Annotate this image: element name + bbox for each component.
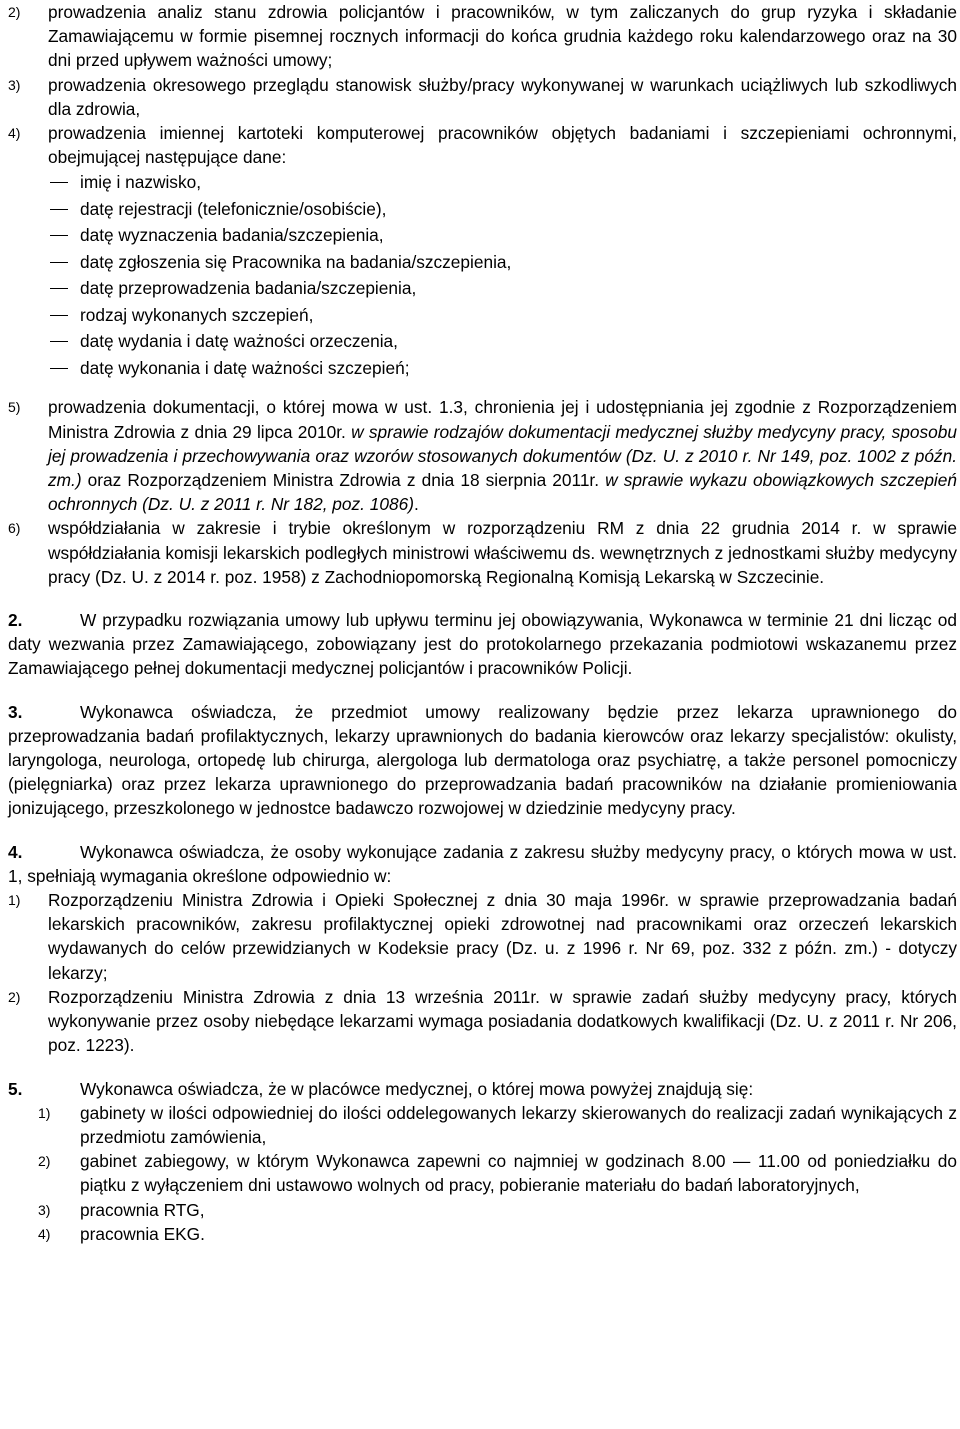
section-number: 4. [8, 841, 23, 862]
item-text: Rozporządzeniu Ministra Zdrowia z dnia 13 września 2011r. w sprawie zadań służby medycyny pracy, których wykonywanie przez osoby niebędące lekarzami wymaga posiadania dodatkowych kwalifikacji (Dz. U. z 2011 r. Nr 206, poz. 1223). [48, 986, 957, 1056]
dash-item: datę rejestracji (telefonicznie/osobiście), [8, 196, 957, 223]
item-text: pracownia RTG, [80, 1199, 205, 1220]
dash-item: imię i nazwisko, [8, 169, 957, 196]
section-2 [8, 608, 957, 681]
list-item [8, 1149, 957, 1197]
dash-item: datę wydania i datę ważności orzeczenia, [8, 328, 957, 355]
regulation-title: w sprawie rodzajów dokumentacji medycznej służby medycyny pracy, sposobu jej prowadzenia i przechowywania oraz wzorów stosowanych dokumentów (Dz. U. z 2010 r. Nr 149, poz. 1002 z późn. zm.) [48, 421, 957, 491]
data-fields-list [8, 169, 957, 381]
list-item [8, 888, 957, 985]
item-number: 5) [8, 399, 21, 416]
item-text: Rozporządzeniu Ministra Zdrowia i Opieki Społecznej z dnia 30 maja 1996r. w sprawie przeprowadzania badań lekarskich pracowników, zakresu profilaktycznej opieki zdrowotnej nad pracownikami oraz orzeczeń lekarskich wydawanych do celów przewidzianych w Kodeksie pracy (Dz. u. z 1996 r. Nr 69, poz. 332 z późn. zm.) - dotyczy lekarzy; [48, 890, 957, 983]
dash-item: rodzaj wykonanych szczepień, [8, 302, 957, 329]
regulation-title: w sprawie wykazu obowiązkowych szczepień ochronnych (Dz. U. z 2011 r. Nr 182, poz. 1086) [48, 470, 957, 515]
list-item [8, 1198, 957, 1222]
item-number: 3) [8, 76, 21, 93]
item-text: współdziałania w zakresie i trybie określonym w rozporządzeniu RM z dnia 22 grudnia 2014 r. w sprawie współdziałania komisji lekarskich podległych ministrowi właściwemu ds. wewnętrznych z jednostkami służby medycyny pracy (Dz. U. z 2014 r. poz. 1958) z Zachodniopomorską Regionalną Komisją Lekarską w Szczecinie. [48, 518, 957, 587]
item-number: 2) [38, 1153, 51, 1170]
section-3 [8, 700, 957, 821]
item-text: gabinety w ilości odpowiedniej do ilości oddelegowanych lekarzy skierowanych do realizacji zadań wynikających z przedmiotu zamówienia, [80, 1102, 957, 1147]
list-item [8, 516, 957, 589]
list-item [8, 1101, 957, 1149]
item-text: pracownia EKG. [80, 1223, 205, 1244]
list-item [8, 395, 957, 516]
item-text: prowadzenia analiz stanu zdrowia policjantów i pracowników, w tym zaliczanych do grup ryzyka i składanie Zamawiającemu w formie pisemnej rocznych informacji do końca grudnia każdego roku kalendarzowego oraz na 30 dni przed upływem ważności umowy; [48, 2, 957, 71]
list-item [8, 985, 957, 1058]
section-4 [8, 840, 957, 888]
section-number: 2. [8, 610, 23, 631]
section-number: 5. [8, 1078, 23, 1099]
item-text: . [413, 494, 419, 515]
item-number: 1) [8, 892, 21, 909]
item-number: 1) [38, 1104, 51, 1121]
section-text: Wykonawca oświadcza, że osoby wykonujące zadania z zakresu służby medycyny pracy, o których mowa w ust. 1, spełniają wymagania określone odpowiednio w: [8, 841, 957, 886]
item-number: 6) [8, 520, 21, 537]
dash-item: datę zgłoszenia się Pracownika na badania/szczepienia, [8, 249, 957, 276]
item-text: gabinet zabiegowy, w którym Wykonawca zapewni co najmniej w godzinach 8.00 — 11.00 od poniedziałku do piątku z wyłączeniem dni ustawowo wolnych od pracy, pobieranie materiału do badań laboratoryjnych, [80, 1151, 957, 1196]
item-number: 2) [8, 988, 21, 1005]
section-5 [8, 1077, 957, 1101]
item-number: 2) [8, 4, 21, 20]
list-item [8, 1222, 957, 1246]
list-item [8, 0, 957, 73]
dash-item: datę wyznaczenia badania/szczepienia, [8, 222, 957, 249]
item-text: prowadzenia dokumentacji, o której mowa w ust. 1.3, chronienia jej i udostępniania jej zgodnie z Rozporządzeniem Ministra Zdrowia z dnia 29 lipca 2010r. [48, 397, 957, 442]
list-item [8, 121, 957, 169]
dash-item: datę przeprowadzenia badania/szczepienia, [8, 275, 957, 302]
item-number: 4) [8, 125, 21, 142]
dash-item: datę wykonania i datę ważności szczepień; [8, 355, 957, 382]
section-text: Wykonawca oświadcza, że w placówce medycznej, o której mowa powyżej znajdują się: [80, 1078, 754, 1099]
section-number: 3. [8, 701, 23, 722]
list-item [8, 73, 957, 121]
item-number: 3) [38, 1201, 51, 1218]
section-text: W przypadku rozwiązania umowy lub upływu terminu jej obowiązywania, Wykonawca w terminie 21 dni licząc od daty wezwania przez Zamawiającego, zobowiązany jest do protokolarnego przekazania podmiotowi wskazanemu przez Zamawiającego pełnej dokumentacji medycznej policjantów i pracowników Policji. [8, 610, 957, 679]
section-text: Wykonawca oświadcza, że przedmiot umowy realizowany będzie przez lekarza uprawnionego do przeprowadzania badań profilaktycznych, lekarzy uprawnionych do badania kierowców oraz lekarzy specjalistów: okulisty, laryngologa, neurologa, ortopedę lub chirurga, alergologa lub dermatologa oraz psychiatrę, a także personel pomocniczy (pielęgniarka) oraz przez lekarza uprawnionego do przeprowadzania badań pracowników na działanie promieniowania jonizującego, przeszkolonego w jednostce badawczo rozwojowej w dziedzinie medycyny pracy. [8, 701, 957, 819]
item-text: prowadzenia okresowego przeglądu stanowisk służby/pracy wykonywanej w warunkach uciążliwych lub szkodliwych dla zdrowia, [48, 74, 957, 119]
item-number: 4) [38, 1225, 51, 1242]
item-text: prowadzenia imiennej kartoteki komputerowej pracowników objętych badaniami i szczepieniami ochronnymi, obejmującej następujące dane: [48, 123, 957, 168]
item-text: oraz Rozporządzeniem Ministra Zdrowia z dnia 18 sierpnia 2011r. [81, 470, 606, 491]
